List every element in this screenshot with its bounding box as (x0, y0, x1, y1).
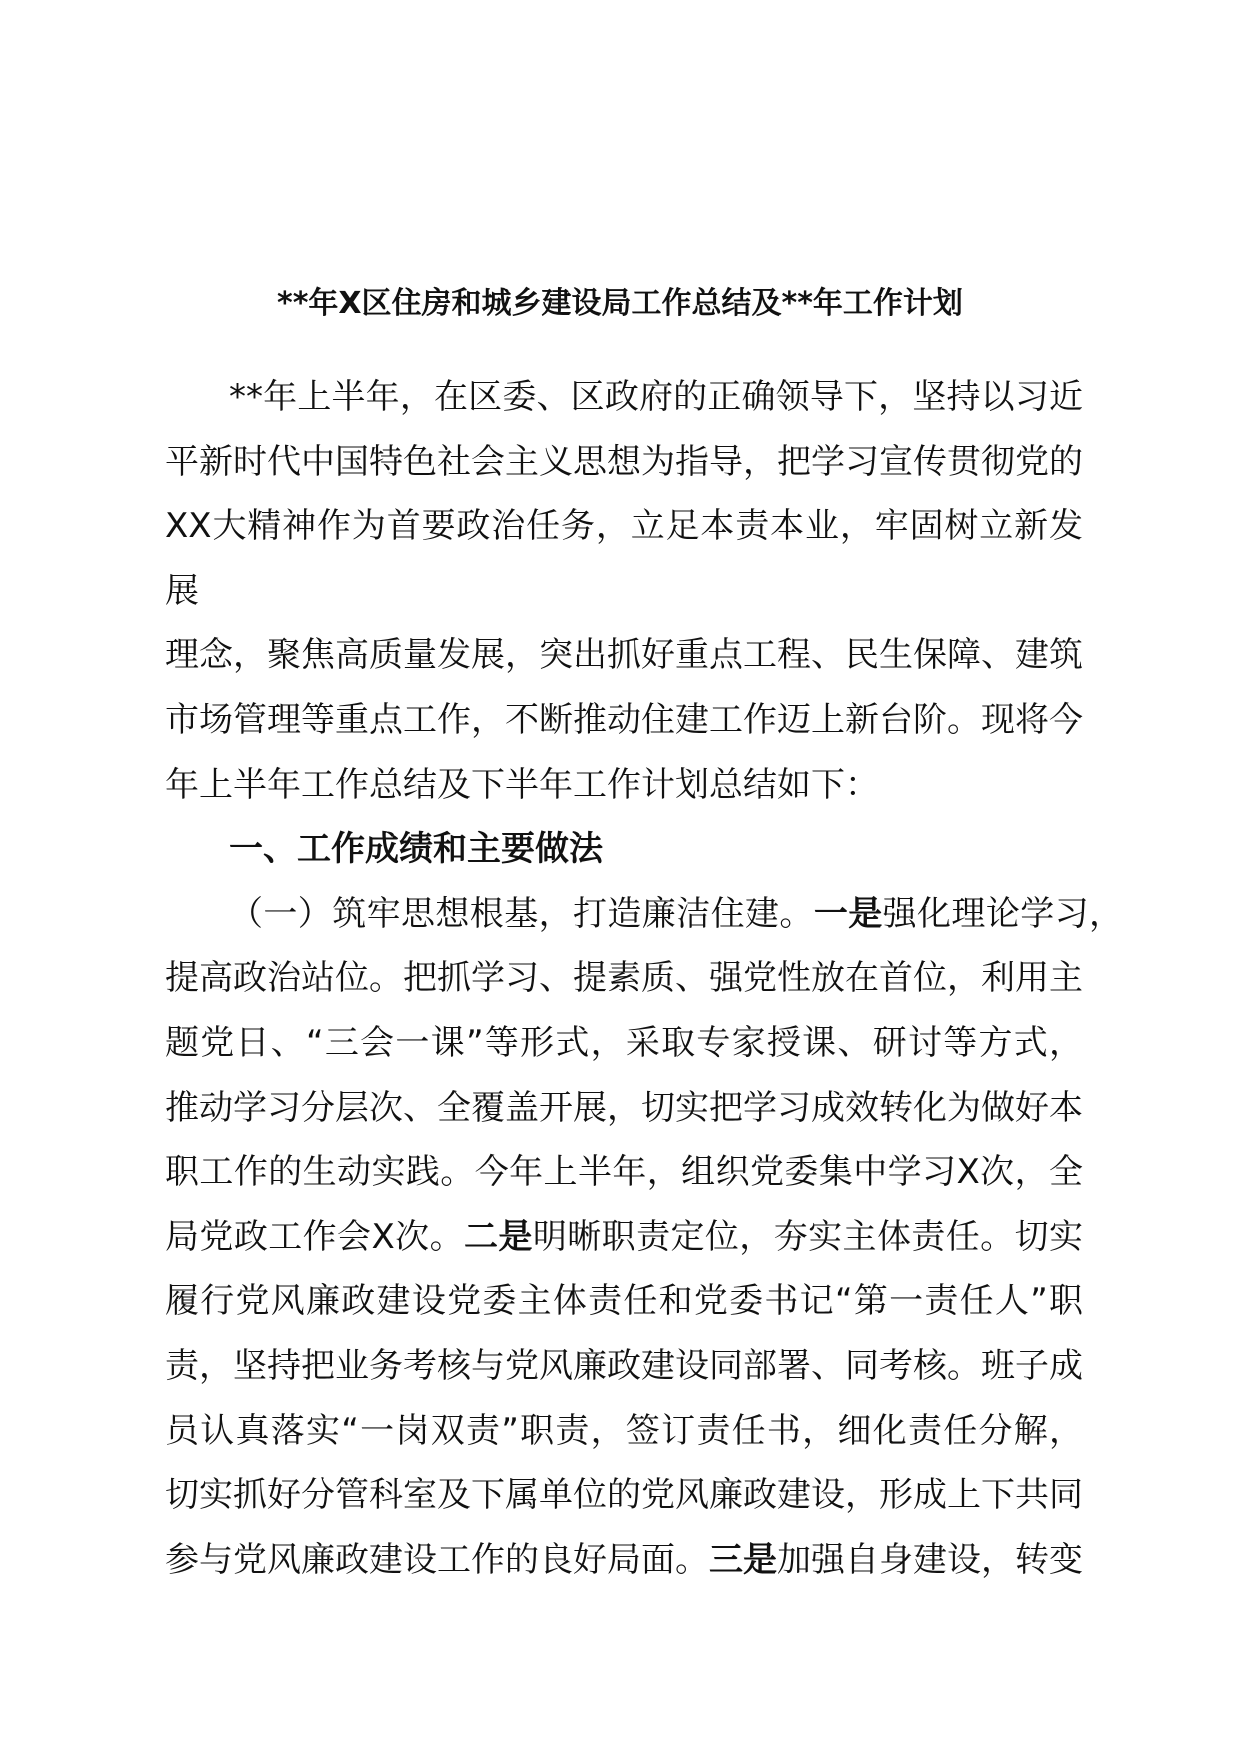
text-line (165, 688, 1083, 753)
text-segment: 员认真落实“一岗双责”职责，签订责任书，细化责任分解， (165, 1410, 1083, 1451)
text-segment: 提高政治站位。把抓学习、提素质、强党性放在首位，利用主 (165, 958, 1083, 999)
text-segment: 局党政工作会X次。 (165, 1216, 464, 1257)
text-segment: 市场管理等重点工作，不断推动住建工作迈上新台阶。现将今 (165, 699, 1083, 740)
text-line (165, 1528, 1083, 1593)
text-line (165, 753, 1083, 818)
bold-text: 二是 (464, 1216, 533, 1257)
text-line (165, 494, 1083, 623)
text-line (165, 365, 1083, 430)
text-segment: 理念，聚焦高质量发展，突出抓好重点工程、民生保障、建筑 (165, 635, 1083, 676)
document-body (165, 365, 1124, 1592)
bold-text: 一是 (813, 893, 883, 934)
text-line (165, 882, 1123, 947)
text-line (165, 1205, 1083, 1270)
text-segment: XX大精神作为首要政治任务，立足本责本业，牢固树立新发展 (165, 506, 1083, 611)
text-segment: 参与党风廉政建设工作的良好局面。 (165, 1539, 709, 1580)
text-segment: 职工作的生动实践。今年上半年，组织党委集中学习X次，全 (165, 1152, 1083, 1193)
section-heading (165, 817, 1083, 882)
text-segment: 平新时代中国特色社会主义思想为指导，把学习宣传贯彻党的 (165, 441, 1083, 482)
text-segment: 加强自身建设，转变 (777, 1539, 1083, 1580)
text-segment: 切实抓好分管科室及下属单位的党风廉政建设，形成上下共同 (165, 1475, 1083, 1516)
text-line (165, 1140, 1083, 1205)
document-title: **年X区住房和城乡建设局工作总结及**年工作计划 (277, 286, 963, 321)
text-line (165, 1463, 1083, 1528)
text-line (165, 1011, 1083, 1076)
bold-text: 一、工作成绩和主要做法 (229, 829, 603, 870)
text-segment: 履行党风廉政建设党委主体责任和党委书记“第一责任人”职 (165, 1281, 1083, 1322)
text-line (165, 946, 1083, 1011)
text-segment: **年上半年，在区委、区政府的正确领导下，坚持以习近 (229, 377, 1083, 417)
text-segment: 年上半年工作总结及下半年工作计划总结如下： (165, 764, 879, 805)
text-segment: （一）筑牢思想根基，打造廉洁住建。 (229, 893, 814, 934)
text-line (165, 1334, 1083, 1399)
bold-text: 三是 (709, 1539, 777, 1580)
text-segment: 强化理论学习， (882, 893, 1124, 934)
text-segment: 责，坚持把业务考核与党风廉政建设同部署、同考核。班子成 (165, 1345, 1083, 1386)
text-segment: 明晰职责定位，夯实主体责任。切实 (532, 1216, 1084, 1257)
text-line (165, 1076, 1083, 1141)
text-segment: 推动学习分层次、全覆盖开展，切实把学习成效转化为做好本 (165, 1087, 1083, 1128)
text-line (165, 1269, 1083, 1334)
text-segment: 题党日、“三会一课”等形式，采取专家授课、研讨等方式， (165, 1022, 1083, 1063)
text-line (165, 623, 1083, 688)
text-line (165, 430, 1083, 495)
text-line (165, 1399, 1083, 1464)
